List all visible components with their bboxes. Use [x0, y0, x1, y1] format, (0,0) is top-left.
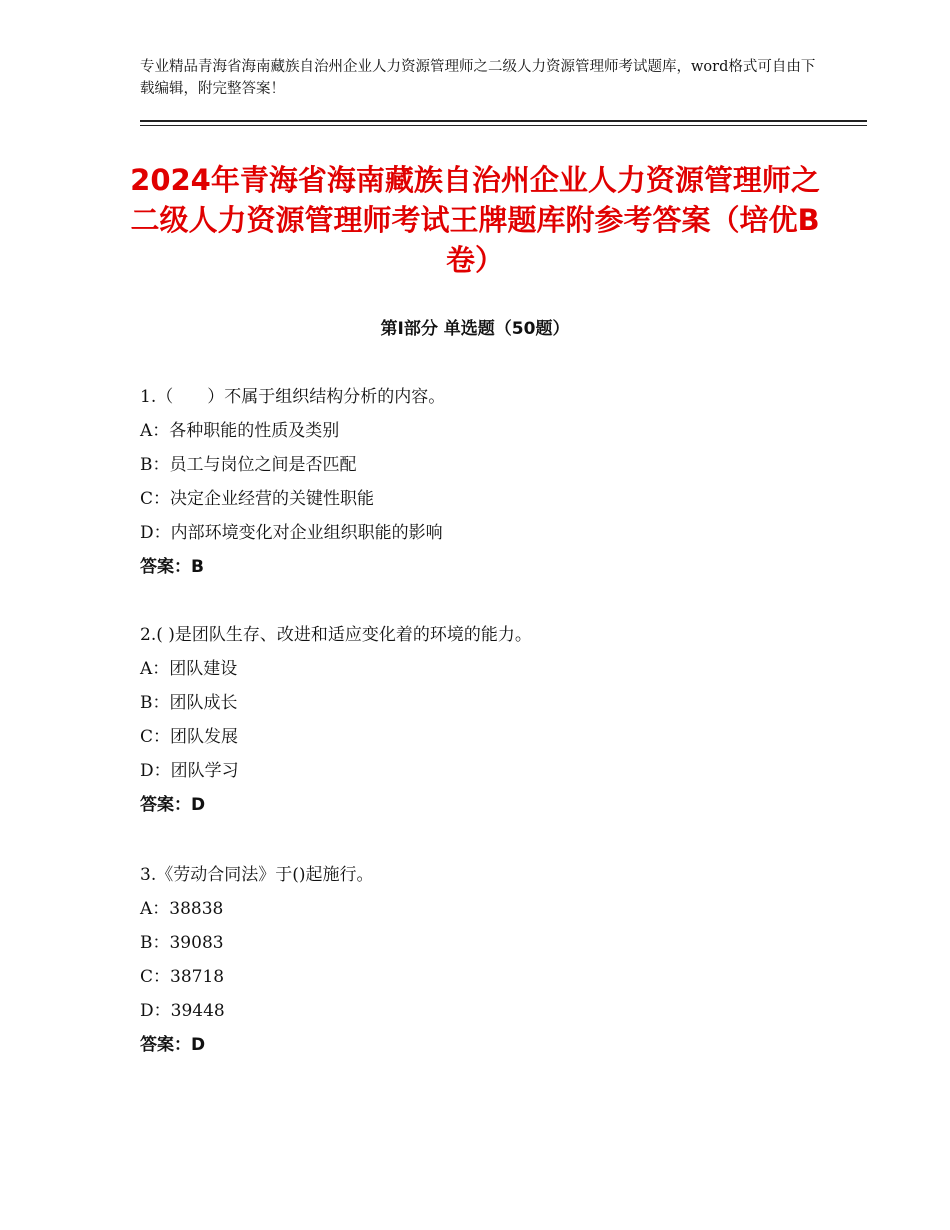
option-d: D：内部环境变化对企业组织职能的影响 — [140, 523, 443, 543]
option-c: C：团队发展 — [140, 727, 239, 747]
header-divider-thick — [140, 120, 867, 122]
option-a: A：各种职能的性质及类别 — [140, 421, 340, 441]
question-stem: 2.( )是团队生存、改进和适应变化着的环境的能力。 — [140, 625, 532, 645]
option-b: B：员工与岗位之间是否匹配 — [140, 455, 357, 475]
option-d: D：团队学习 — [140, 761, 239, 781]
answer: 答案：B — [140, 557, 204, 577]
option-b: B：团队成长 — [140, 693, 238, 713]
question-stem: 1.（ ）不属于组织结构分析的内容。 — [140, 387, 446, 407]
answer: 答案：D — [140, 1035, 206, 1055]
answer: 答案：D — [140, 795, 206, 815]
option-c: C：决定企业经营的关键性职能 — [140, 489, 375, 509]
header-divider-thin — [140, 125, 867, 126]
question-3 — [140, 858, 840, 1062]
question-1 — [140, 380, 840, 584]
document-title: 2024年青海省海南藏族自治州企业人力资源管理师之二级人力资源管理师考试王牌题库附参考答案（培优B卷） — [130, 163, 820, 277]
section-title: 第Ⅰ部分 单选题（50题） — [380, 319, 570, 339]
question-2 — [140, 618, 840, 822]
option-c: C：38718 — [140, 967, 225, 987]
question-stem: 3.《劳动合同法》于()起施行。 — [140, 865, 374, 885]
option-a: A：团队建设 — [140, 659, 238, 679]
option-a: A：38838 — [140, 899, 224, 919]
option-d: D：39448 — [140, 1001, 225, 1021]
option-b: B：39083 — [140, 933, 224, 953]
header-note: 专业精品青海省海南藏族自治州企业人力资源管理师之二级人力资源管理师考试题库，word格式可自由下载编辑，附完整答案！ — [140, 59, 816, 97]
